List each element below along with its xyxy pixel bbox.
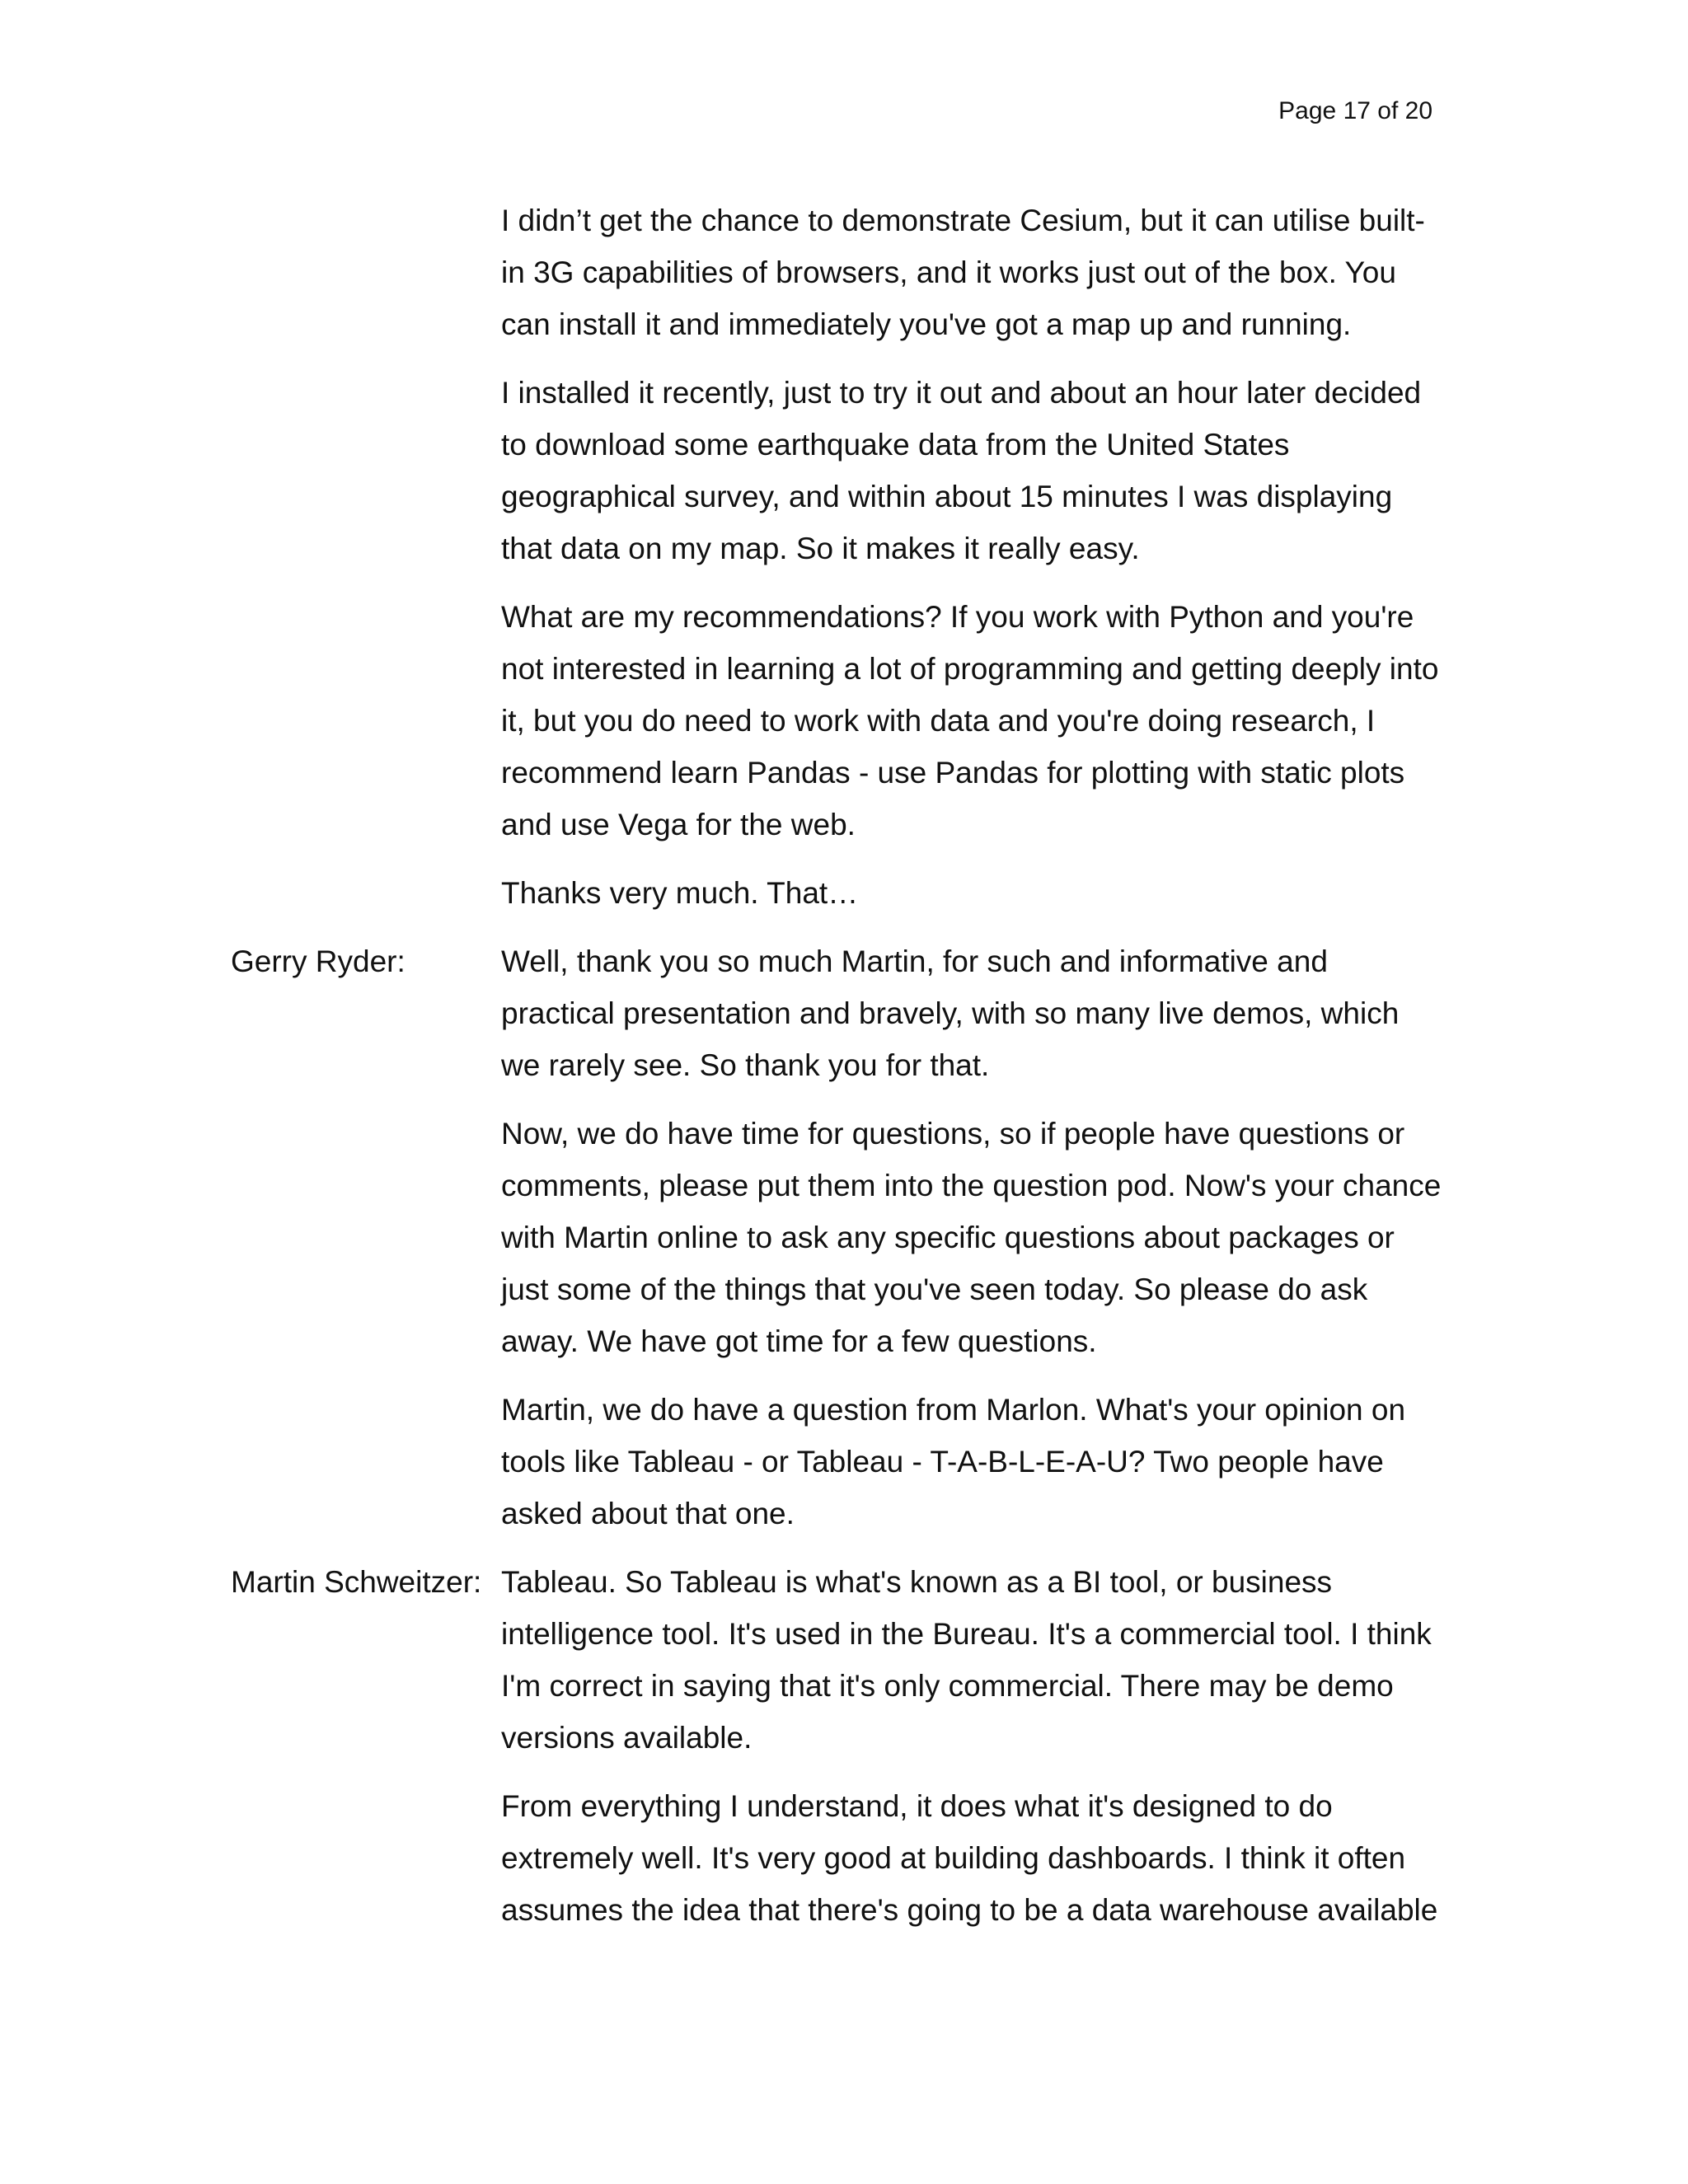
speaker-name: Gerry Ryder: <box>231 944 406 978</box>
transcript <box>231 194 1442 1952</box>
paragraph: Thanks very much. That… <box>501 876 859 910</box>
transcript-entry <box>231 1556 1442 1936</box>
paragraph: I didn’t get the chance to demonstrate Cesium, but it can utilise built-in 3G capabilities of browsers, and it works just out of the box. You can install it and immediately you've got a map up and running. <box>501 204 1425 341</box>
paragraph: Now, we do have time for questions, so if people have questions or comments, please put them into the question pod. Now's your chance with Martin online to ask any specific questions about packages or just some of the things that you've seen today. So please do ask away. We have got time for a few questions. <box>501 1117 1442 1358</box>
paragraph: I installed it recently, just to try it out and about an hour later decided to download some earthquake data from the United States geographical survey, and within about 15 minutes I was displaying that data on my map. So it makes it really easy. <box>501 376 1422 565</box>
paragraph: Martin, we do have a question from Marlon. What's your opinion on tools like Tableau - or Tableau - T-A-B-L-E-A-U? Two people have asked about that one. <box>501 1393 1406 1530</box>
speaker-name: Martin Schweitzer: <box>231 1565 482 1599</box>
page-number: Page 17 of 20 <box>1278 97 1432 124</box>
paragraph: Well, thank you so much Martin, for such and informative and practical presentation and bravely, with so many live demos, which we rarely see. So thank you for that. <box>501 944 1400 1082</box>
paragraph: What are my recommendations? If you work with Python and you're not interested in learning a lot of programming and getting deeply into it, but you do need to work with data and you're doing research, I recommend learn Pandas - use Pandas for plotting with static plots and use Vega for the web. <box>501 600 1439 841</box>
paragraph: From everything I understand, it does what it's designed to do extremely well. It's very good at building dashboards. I think it often assumes the idea that there's going to be a data warehouse available <box>501 1789 1438 1927</box>
paragraph: Tableau. So Tableau is what's known as a BI tool, or business intelligence tool. It's used in the Bureau. It's a commercial tool. I think I'm correct in saying that it's only commercial. There may be demo versions available. <box>501 1565 1432 1755</box>
transcript-entry <box>231 935 1442 1540</box>
transcript-entry <box>231 194 1442 919</box>
